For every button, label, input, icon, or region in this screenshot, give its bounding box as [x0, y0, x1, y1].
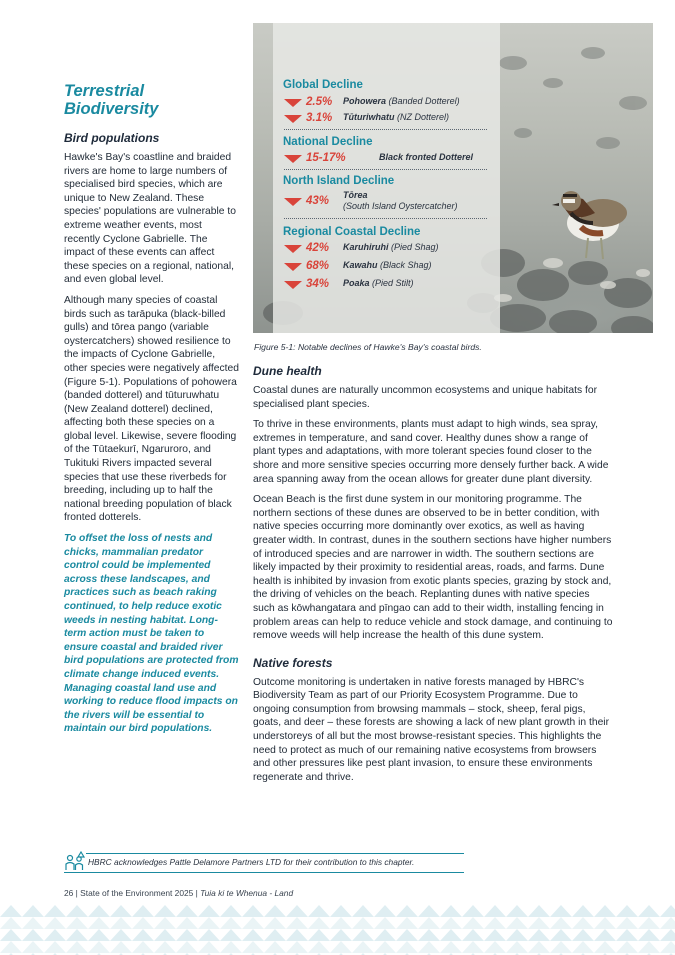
right-column	[253, 364, 613, 791]
page-number: 26	[64, 888, 74, 898]
species-label: Tūturiwhatu (NZ Dotterel)	[343, 112, 450, 122]
decline-row	[284, 278, 494, 293]
dune-paragraph-3: Ocean Beach is the first dune system in our monitoring programme. The northern sections of these dunes are observed to be in better condition, with native species occurring more dominantly over exotics, as well as having greater width. In contrast, dunes in the southern sections have higher numbers of introduced species and are narrower in width. The southern sections are likely impacted by their proximity to residential areas, roads, and farms. Dune health is inhibited by invasion from exotic plants species, grazing by stock and, the driving of vehicles on the beach. Replanting dunes with native species such as kōwhangatara and pīngao can add to their width, installing fencing in problem areas can help to reduce vehicle and stock damage, and continuing to remove weeds will help increase the health of this dune system.	[253, 494, 613, 642]
left-column	[64, 82, 240, 736]
decline-row	[284, 96, 494, 111]
decline-percent: 34%	[306, 278, 330, 290]
decline-row	[284, 112, 494, 127]
section-name: Tuia ki te Whenua - Land	[200, 888, 294, 898]
figure-photo	[253, 23, 653, 333]
section-title-line1: Terrestrial	[64, 82, 145, 100]
people-with-tree-icon	[64, 850, 86, 872]
bird-populations-heading: Bird populations	[64, 131, 160, 145]
divider	[284, 129, 487, 130]
species-label: Kawahu (Black Shag)	[343, 260, 432, 270]
dotterel-bird	[552, 191, 627, 259]
divider	[86, 853, 464, 854]
acknowledgement-text: HBRC acknowledges Pattle Delamore Partners LTD for their contribution to this chapter.	[88, 857, 415, 867]
dune-paragraph-2: To thrive in these environments, plants must adapt to high winds, sea spray, extremes in temperature, and sand cover. Healthy dunes show a range of plant types and adaptations, with more tolerant species found closer to the shore and more sensitive species occurring more densely further back. A wide area spanning away from the ocean allows for greater dune plant diversity.	[253, 419, 609, 485]
decline-percent: 2.5%	[306, 96, 333, 108]
down-triangle-icon	[284, 99, 302, 107]
decline-percent: 15-17%	[306, 152, 346, 164]
divider	[284, 218, 487, 219]
decline-row	[284, 242, 494, 257]
figure-caption: Figure 5-1: Notable declines of Hawke's Bay's coastal birds.	[254, 342, 482, 352]
down-triangle-icon	[284, 245, 302, 253]
document-title: State of the Environment 2025	[80, 888, 194, 898]
decline-percent: 68%	[306, 260, 330, 272]
global-decline-title: Global Decline	[283, 79, 363, 91]
bird-callout: To offset the loss of nests and chicks, mammalian predator control could be implemented across these landscapes, and practices such as beach raking continued, to help reduce exotic weeds in nesting habitat. Long-term action must be taken to ensure coastal and braided river bird populations are protected from climate change induced events. Managing coastal land use and working to reduce flood impacts on the rivers will be essential to maintain our bird populations.	[64, 533, 239, 735]
species-label: Black fronted Dotterel	[379, 152, 474, 162]
down-triangle-icon	[284, 155, 302, 163]
acknowledgement-box	[64, 850, 464, 873]
down-triangle-icon	[284, 281, 302, 289]
dune-health-heading: Dune health	[253, 364, 322, 378]
bird-paragraph-2: Although many species of coastal birds such as tarāpuka (black-billed gulls) and tōrea pango (variable oystercatchers) showed resilience to the impacts of Cyclone Gabrielle, other species were negatively affected (Figure 5-1). Populations of pohowera (banded dotterel) and tūturuwhatu (New Zealand dotterel) declined, affecting both these species on a global level. Likewise, severe flooding of the Tūtaekurī, Ngaruroro, and Tukituki Rivers impacted several species that use these riverbeds for breeding, including up to half the national breeding population of black fronted dotterels.	[64, 294, 239, 524]
section-title-line2: Biodiversity	[64, 100, 159, 118]
page-footer	[64, 888, 293, 898]
species-label: Karuhiruhi (Pied Shag)	[343, 242, 439, 252]
footer-separator: |	[75, 888, 78, 898]
footer-separator: |	[195, 888, 198, 898]
decline-percent: 43%	[306, 195, 330, 207]
decline-percent: 42%	[306, 242, 330, 254]
dune-paragraph-1: Coastal dunes are naturally uncommon ecosystems and unique habitats for specialised plant species.	[253, 385, 597, 410]
national-decline-title: National Decline	[283, 136, 373, 148]
decline-row	[284, 152, 494, 167]
species-label: Poaka (Pied Stilt)	[343, 278, 414, 288]
down-triangle-icon	[284, 263, 302, 271]
divider	[284, 169, 487, 170]
north-island-decline-title: North Island Decline	[283, 175, 395, 187]
forests-paragraph-1: Outcome monitoring is undertaken in native forests managed by HBRC's Biodiversity Team as part of our Priority Ecosystem Programme. Due to ongoing consumption from browsing mammals – stock, sheep, feral pigs, goats, and deer – these forests are showing a lack of new plant growth in their understoreys of all but the most browse-resistant species. This highlights the need to protect as much of our remaining native ecosystems from browsers and other pressures like pest plant invasion, to ensure these environments regenerate and thrive.	[253, 676, 610, 783]
down-triangle-icon	[284, 115, 302, 123]
species-label: Pohowera (Banded Dotterel)	[343, 96, 460, 106]
decline-percent: 3.1%	[306, 112, 333, 124]
native-forests-heading: Native forests	[253, 655, 333, 670]
section-title	[64, 82, 240, 118]
down-triangle-icon	[284, 198, 302, 206]
regional-decline-title: Regional Coastal Decline	[283, 226, 421, 238]
decline-row	[284, 260, 494, 275]
decorative-triangle-pattern	[0, 905, 675, 955]
bird-paragraph-1: Hawke's Bay's coastline and braided rivers are home to large numbers of specialised bird species, which are unique to New Zealand. These species' populations are vulnerable to extreme weather events, most recently Cyclone Gabrielle. The impact of these events can affect these species on a regional, national, and even global level.	[64, 152, 236, 286]
species-label: Tōrea (South Island Oystercatcher)	[343, 190, 458, 211]
